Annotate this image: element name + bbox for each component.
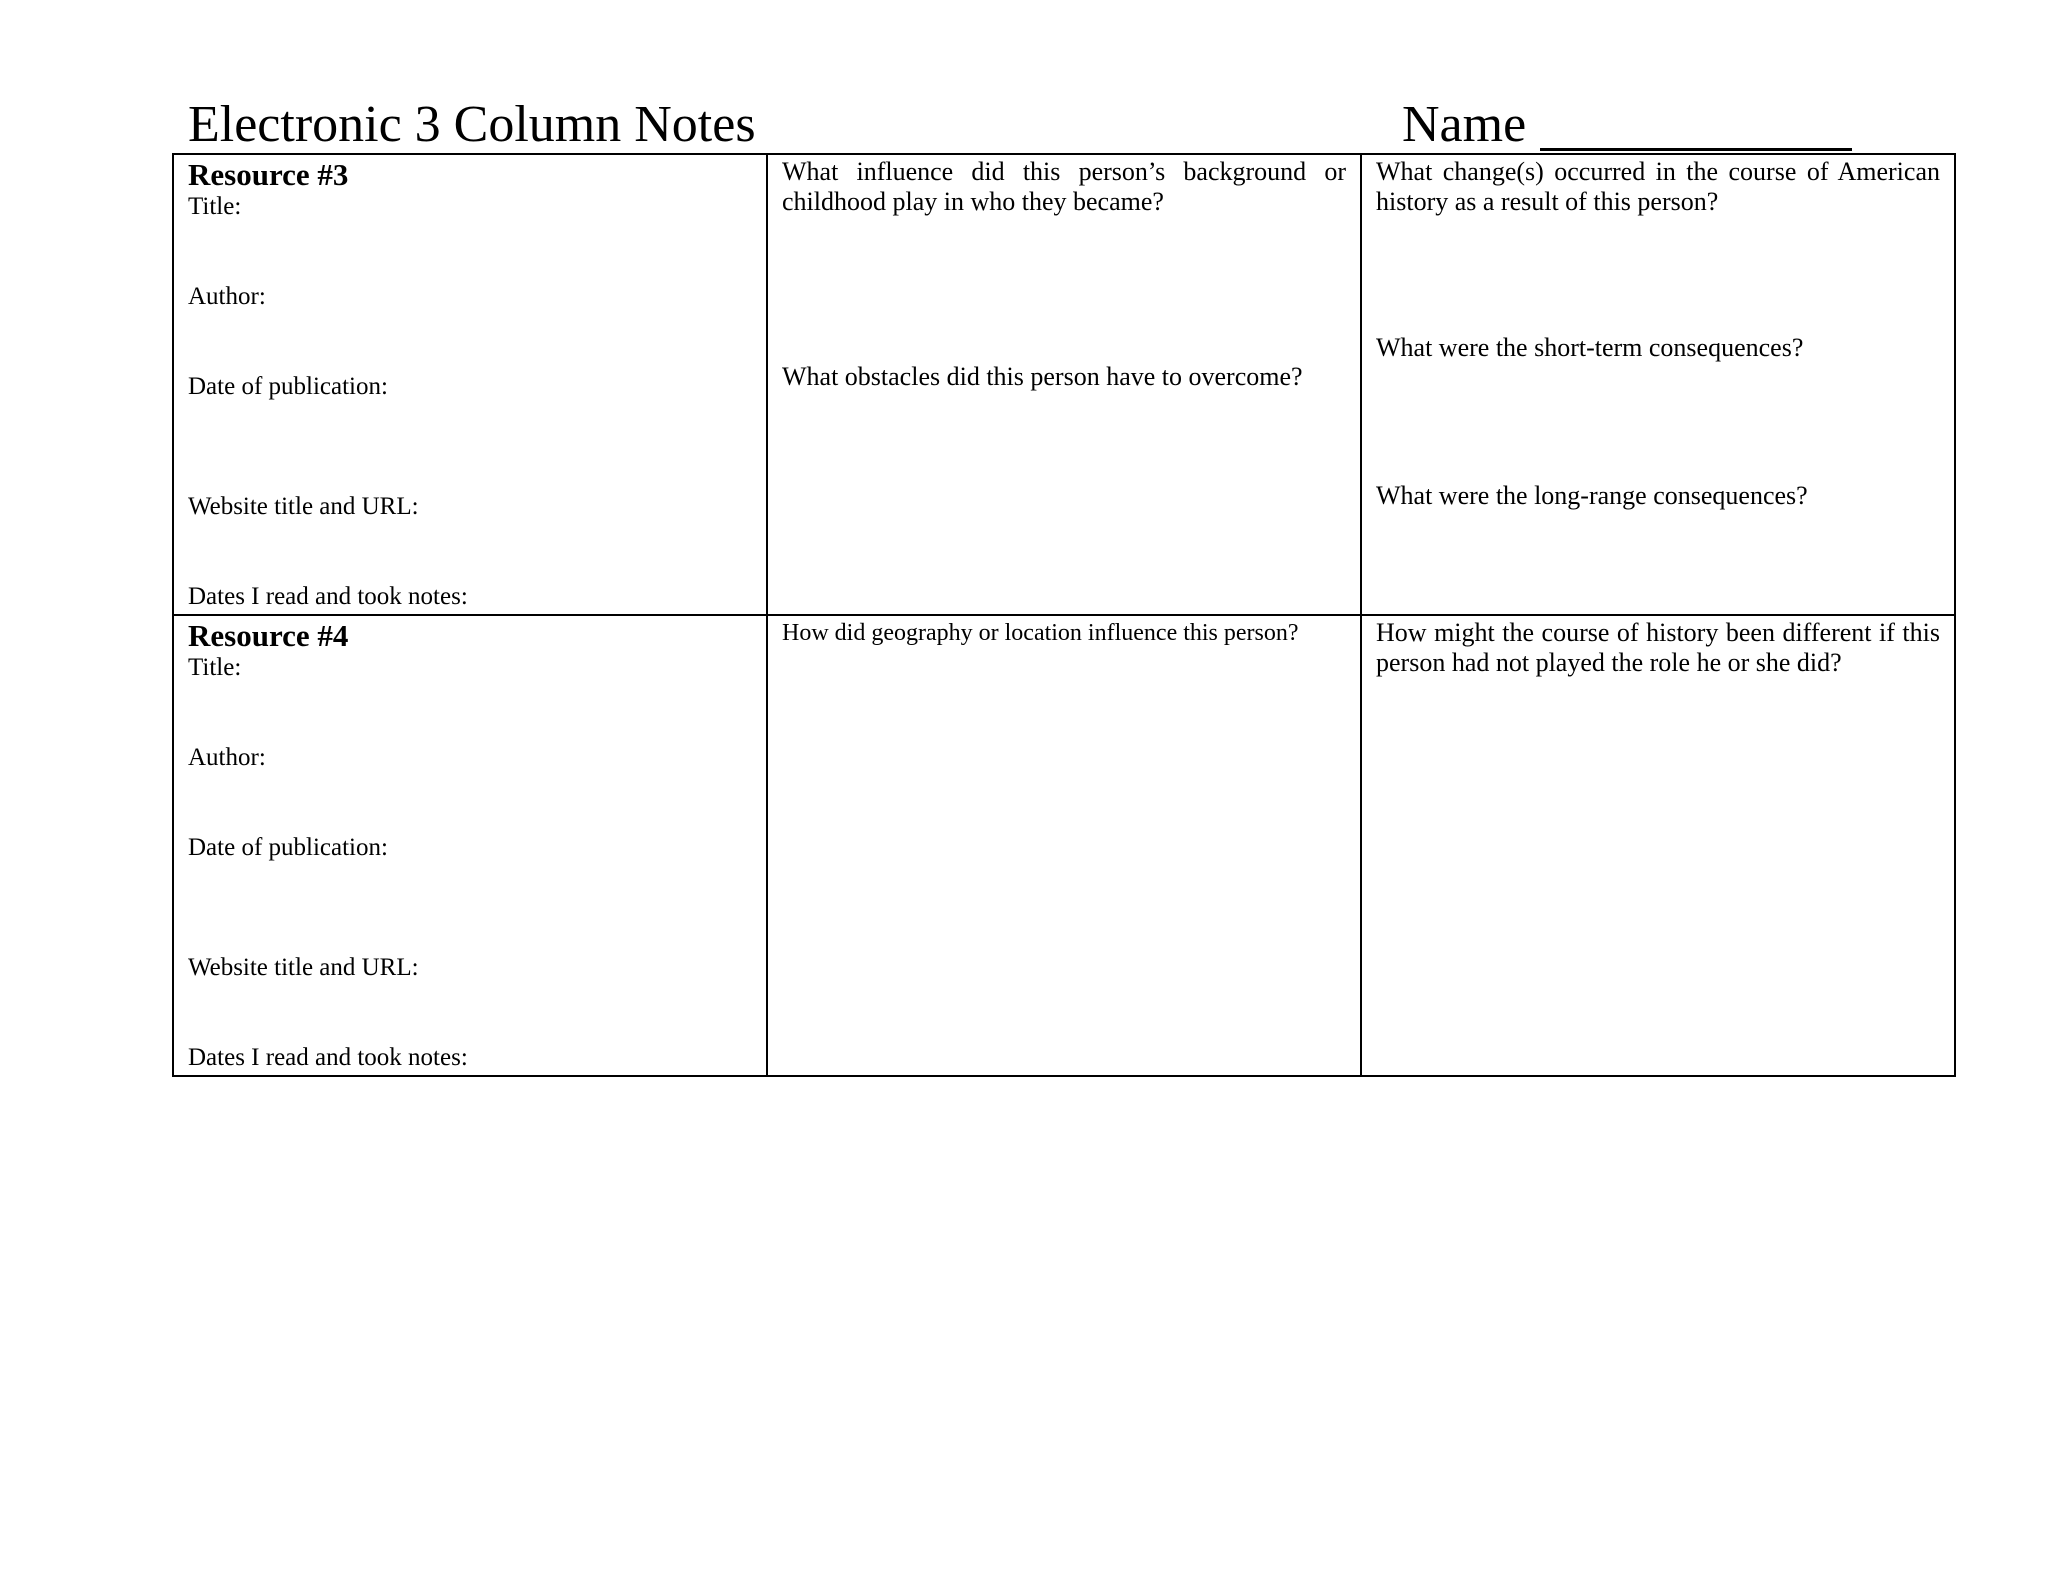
geography-question: How did geography or location influence this person? — [782, 620, 1299, 646]
notes-table — [172, 153, 1956, 1077]
geography-question-cell[interactable] — [767, 615, 1361, 1076]
resource-cell[interactable] — [173, 615, 767, 1076]
table-row-resource-3 — [173, 154, 1955, 615]
alternate-history-question: How might the course of history been different if this person had not played the role he or she did? — [1376, 618, 1940, 677]
history-change-cell[interactable] — [1361, 154, 1955, 615]
dates-read-field-label: Dates I read and took notes: — [188, 1044, 468, 1071]
name-blank-line[interactable] — [1540, 148, 1852, 151]
title-field-label: Title: — [188, 654, 242, 681]
dates-read-field-label: Dates I read and took notes: — [188, 583, 468, 610]
date-field-label: Date of publication: — [188, 834, 388, 861]
page-header — [0, 0, 2048, 160]
alternate-history-cell[interactable] — [1361, 615, 1955, 1076]
history-change-question: What change(s) occurred in the course of American history as a result of this person? — [1376, 157, 1940, 216]
name-label: Name — [1402, 96, 1527, 153]
date-field-label: Date of publication: — [188, 373, 388, 400]
background-questions-cell[interactable] — [767, 154, 1361, 615]
title-field-label: Title: — [188, 193, 242, 220]
resource-cell[interactable] — [173, 154, 767, 615]
resource-heading: Resource #4 — [188, 618, 349, 653]
website-field-label: Website title and URL: — [188, 954, 419, 981]
table-row-resource-4 — [173, 615, 1955, 1076]
resource-heading: Resource #3 — [188, 157, 349, 192]
website-field-label: Website title and URL: — [188, 493, 419, 520]
obstacles-question: What obstacles did this person have to overcome? — [782, 362, 1303, 391]
background-question: What influence did this person’s background or childhood play in who they became? — [782, 157, 1346, 216]
short-term-question: What were the short-term consequences? — [1376, 333, 1804, 362]
document-title: Electronic 3 Column Notes — [188, 96, 756, 153]
long-range-question: What were the long-range consequences? — [1376, 481, 1808, 510]
author-field-label: Author: — [188, 744, 266, 771]
author-field-label: Author: — [188, 283, 266, 310]
